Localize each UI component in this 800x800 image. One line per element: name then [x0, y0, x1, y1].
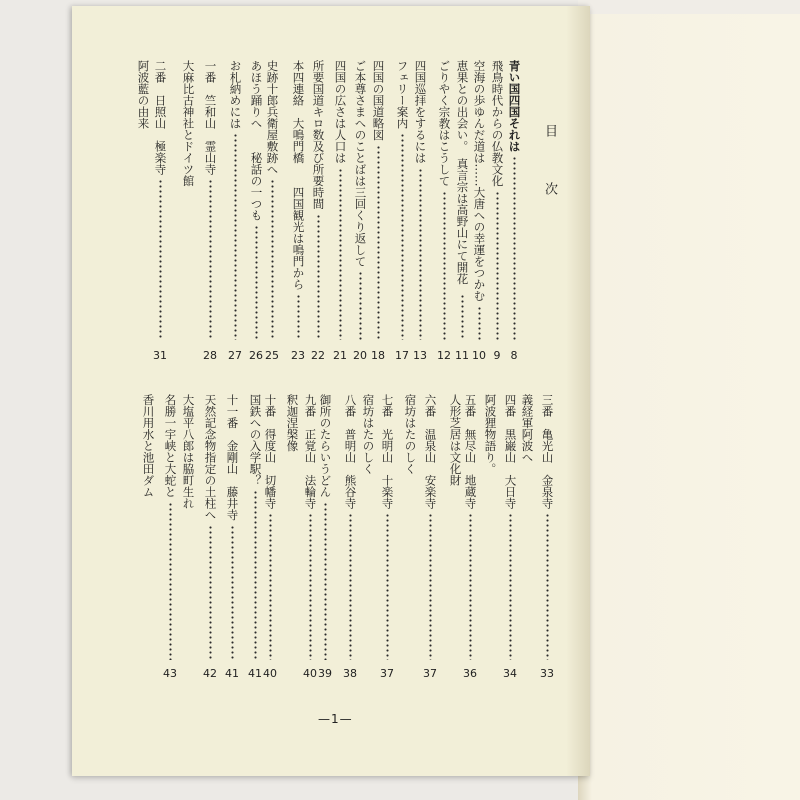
toc-entry-title: 阿波藍の由来 [136, 60, 151, 129]
toc-leader-dots [269, 513, 272, 660]
toc-leader-dots [297, 294, 300, 340]
toc-page-number: 39 [318, 667, 332, 680]
toc-page-number: 8 [510, 349, 518, 362]
toc-leader-dots [169, 502, 172, 661]
toc-entry-title: 十番 得度山 切幡寺 [263, 394, 278, 509]
toc-page-number: 23 [291, 349, 305, 362]
toc-leader-dots [401, 133, 404, 340]
toc-entry-title: 人形芝居は文化財 [448, 394, 463, 486]
toc-leader-dots [509, 513, 512, 660]
toc-page-number: 34 [503, 667, 517, 680]
toc-leader-dots [254, 490, 257, 660]
toc-entry-title: 一番 竺和山 霊山寺 [203, 60, 218, 175]
toc-entry-title: あほう踊りへ 秘話の一つも [249, 60, 264, 221]
toc-entry-title: 青い国四国それは [507, 60, 522, 152]
facing-page-edge [578, 0, 800, 14]
toc-leader-dots [478, 306, 481, 341]
toc-entry-title: 四国の国道略図 [371, 60, 386, 141]
toc-entry-title: 御所のたらいうどん [318, 394, 333, 498]
toc-entry-title: 五番 無尽山 地蔵寺 [463, 394, 478, 509]
toc-page-number: 41 [225, 667, 239, 680]
toc-entry-title: 史跡十郎兵衛屋敷跡へ [265, 60, 280, 175]
toc-leader-dots [419, 168, 422, 341]
toc-page-number: 11 [455, 349, 469, 362]
toc-leader-dots [209, 525, 212, 661]
toc-page-number: 38 [343, 667, 357, 680]
toc-page-number: 20 [353, 349, 367, 362]
toc-entry-title: 釈迦涅槃像 [285, 394, 300, 452]
toc-entry-title: 四番 黒巌山 大日寺 [503, 394, 518, 509]
toc-page-number: 18 [371, 349, 385, 362]
toc-page-number: 37 [423, 667, 437, 680]
toc-title-moku: 目 [542, 124, 557, 137]
page-gutter-shadow [566, 6, 590, 776]
toc-entry-title: 七番 光明山 十楽寺 [380, 394, 395, 509]
toc-leader-dots [429, 513, 432, 660]
toc-leader-dots [443, 191, 446, 341]
toc-page-number: 9 [493, 349, 501, 362]
toc-entry-title: 宿坊はたのしく [403, 394, 418, 475]
toc-entry-title: 大塩平八郎は脇町生れ [181, 394, 196, 509]
toc-leader-dots [309, 513, 312, 660]
toc-page-number: 42 [203, 667, 217, 680]
toc-entry-title: 本四連絡 大鳴門橋 四国観光は鳴門から [291, 60, 306, 290]
toc-page-number: 17 [395, 349, 409, 362]
toc-entry-title: 所要国道キロ数及び所要時間 [311, 60, 326, 210]
toc-entry-title: 義経軍阿波へ [520, 394, 535, 463]
toc-page-number: 10 [472, 349, 486, 362]
toc-entry-title: お札納めには [228, 60, 243, 129]
toc-leader-dots [231, 525, 234, 661]
toc-entry-title: 四国巡拝をするには [413, 60, 428, 164]
toc-entry-title: 恵果との出会い。 真言宗は高野山にて開花 [455, 60, 470, 285]
toc-entry-title: 大麻比古神社とドイツ館 [181, 60, 196, 187]
toc-page-number: 13 [413, 349, 427, 362]
toc-entry-title: 宿坊はたのしく [361, 394, 376, 475]
toc-page-number: 43 [163, 667, 177, 680]
toc-leader-dots [349, 513, 352, 660]
toc-leader-dots [496, 191, 499, 341]
toc-leader-dots [209, 179, 212, 340]
toc-page-number: 28 [203, 349, 217, 362]
toc-entry-title: 四国の広さは人口は [333, 60, 348, 164]
toc-page-number: 27 [228, 349, 242, 362]
toc-leader-dots [339, 168, 342, 341]
toc-entry-title: 名勝一宇峡と大蛇と [163, 394, 178, 498]
toc-leader-dots [317, 214, 320, 341]
toc-title-ji: 次 [542, 182, 557, 195]
toc-leader-dots [159, 179, 162, 340]
toc-entry-title: 二番 日照山 極楽寺 [153, 60, 168, 175]
toc-page-number: 36 [463, 667, 477, 680]
toc-entry-title: 八番 普明山 熊谷寺 [343, 394, 358, 509]
toc-page-number: 22 [311, 349, 325, 362]
toc-leader-dots [469, 513, 472, 660]
toc-leader-dots [255, 225, 258, 340]
toc-entry-title: 九番 正覚山 法輪寺 [303, 394, 318, 509]
toc-leader-dots [324, 502, 327, 661]
toc-entry-title: フェリー案内 [395, 60, 410, 129]
toc-page-number: 21 [333, 349, 347, 362]
toc-entry-title: 飛鳥時代からの仏教文化 [490, 60, 505, 187]
toc-entry-title: ご本尊さまへのことばは三回くり返して [353, 60, 368, 267]
toc-page-number: 37 [380, 667, 394, 680]
facing-page [578, 0, 800, 800]
toc-leader-dots [386, 513, 389, 660]
toc-entry-title: 十一番 金剛山 藤井寺 [225, 394, 240, 521]
toc-entry-title: ごりやく宗教はこうして [437, 60, 452, 187]
toc-page-number: 25 [265, 349, 279, 362]
toc-page-number: 41 [248, 667, 262, 680]
toc-leader-dots [359, 271, 362, 340]
toc-leader-dots [271, 179, 274, 340]
toc-entry-title: 空海の歩ゆんだ道は……大唐への幸運をつかむ [472, 60, 487, 302]
toc-leader-dots [461, 294, 464, 340]
toc-page-number: 31 [153, 349, 167, 362]
toc-leader-dots [513, 156, 516, 340]
toc-entry-title: 三番 亀光山 金泉寺 [540, 394, 555, 509]
toc-entry-title: 香川用水と池田ダム [141, 394, 156, 498]
toc-page-number: 12 [437, 349, 451, 362]
toc-leader-dots [546, 513, 549, 660]
toc-entry-title: 阿波狸物語り。 [483, 394, 498, 475]
toc-page-number: 40 [303, 667, 317, 680]
toc-page-number: 26 [249, 349, 263, 362]
toc-page-number: 40 [263, 667, 277, 680]
toc-entry-title: 六番 温泉山 安楽寺 [423, 394, 438, 509]
toc-leader-dots [234, 133, 237, 340]
toc-entry-title: 国鉄への入学駅？ [248, 394, 263, 486]
toc-page-number: 33 [540, 667, 554, 680]
toc-leader-dots [377, 145, 380, 341]
page-folio: —1— [318, 712, 353, 726]
toc-entry-title: 天然記念物指定の土柱へ [203, 394, 218, 521]
